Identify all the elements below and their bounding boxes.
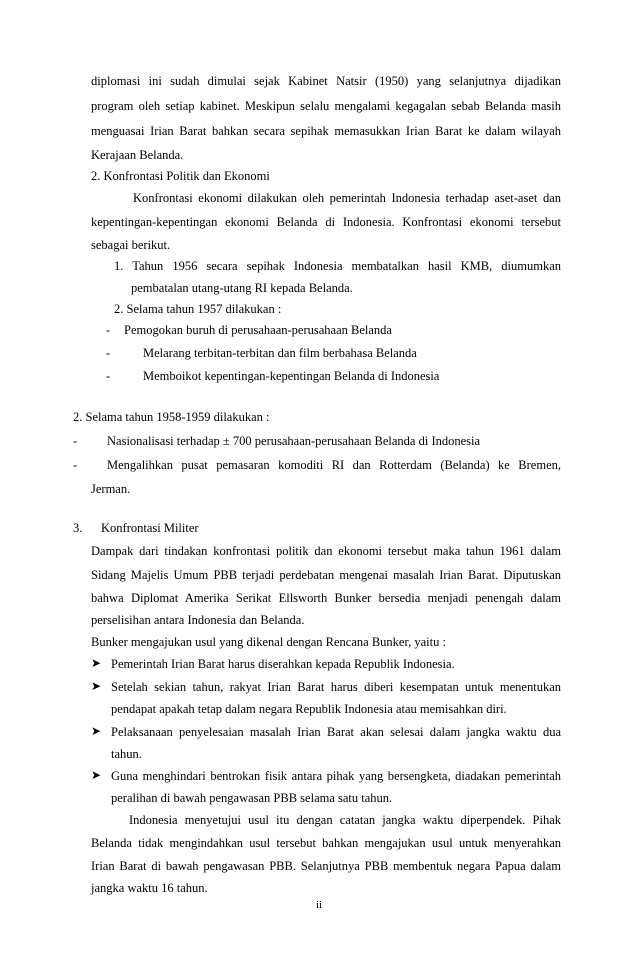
text-line: Jerman. <box>91 482 131 496</box>
arrow-bullet-icon: ➤ <box>91 768 102 782</box>
list-item: Melarang terbitan-terbitan dan film berbahasa Belanda <box>143 346 417 360</box>
dash-marker: - <box>73 458 78 472</box>
text-line: Bunker mengajukan usul yang dikenal dengan Rencana Bunker, yaitu : <box>91 635 446 649</box>
text-line: menguasai Irian Barat bahkan secara sepihak memasukkan Irian Barat ke dalam wilayah <box>91 124 561 138</box>
text-line: kepentingan-kepentingan ekonomi Belanda di Indonesia. Konfrontasi ekonomi tersebut <box>91 215 561 229</box>
text-line: program oleh setiap kabinet. Meskipun selalu mengalami kegagalan sebab Belanda masih <box>91 99 561 113</box>
text-line: peralihan di bawah pengawasan PBB selama satu tahun. <box>111 791 393 805</box>
text-line: Kerajaan Belanda. <box>91 148 184 162</box>
list-item: 2. Selama tahun 1957 dilakukan : <box>114 302 282 316</box>
text-line: pembatalan utang-utang RI kepada Belanda. <box>131 281 353 295</box>
dash-marker: - <box>106 346 111 360</box>
list-item: 1. Tahun 1956 secara sepihak Indonesia membatalkan hasil KMB, diumumkan <box>114 259 561 273</box>
arrow-bullet-icon: ➤ <box>91 656 102 670</box>
list-item: Pemerintah Irian Barat harus diserahkan kepada Republik Indonesia. <box>111 657 455 671</box>
text-line: sebagai berikut. <box>91 238 171 252</box>
text-line: tahun. <box>111 747 142 761</box>
list-item: Guna menghindari bentrokan fisik antara pihak yang bersengketa, diadakan pemerintah <box>111 769 561 783</box>
page-number: ii <box>315 899 323 911</box>
dash-marker: - <box>73 434 78 448</box>
list-item: Nasionalisasi terhadap ± 700 perusahaan-perusahaan Belanda di Indonesia <box>107 434 481 448</box>
list-item: Pemogokan buruh di perusahaan-perusahaan Belanda <box>124 323 392 337</box>
section-number: 3. <box>73 521 83 535</box>
text-line: Sidang Majelis Umum PBB terjadi perdebatan mengenai masalah Irian Barat. Diputuskan <box>91 568 561 582</box>
text-line: jangka waktu 16 tahun. <box>91 881 208 895</box>
text-line: Irian Barat di bawah pengawasan PBB. Selanjutnya PBB membentuk negara Papua dalam <box>91 859 561 873</box>
text-line: diplomasi ini sudah dimulai sejak Kabinet Natsir (1950) yang selanjutnya dijadikan <box>91 74 561 88</box>
text-line: Dampak dari tindakan konfrontasi politik dan ekonomi tersebut maka tahun 1961 dalam <box>91 544 561 558</box>
section-heading: Konfrontasi Militer <box>101 521 199 535</box>
dash-marker: - <box>106 323 111 337</box>
list-item: Pelaksanaan penyelesaian masalah Irian Barat akan selesai dalam jangka waktu dua <box>111 725 561 739</box>
text-line: pendapat apakah tetap dalam negara Republik Indonesia atau memisahkan diri. <box>111 702 507 716</box>
text-line: bahwa Diplomat Amerika Serikat Ellsworth Bunker bersedia menjadi penengah dalam <box>91 591 561 605</box>
list-item: Setelah sekian tahun, rakyat Irian Barat harus diberi kesempatan untuk menentukan <box>111 680 561 694</box>
text-line: Konfrontasi ekonomi dilakukan oleh pemerintah Indonesia terhadap aset-aset dan <box>133 191 561 205</box>
section-heading: 2. Selama tahun 1958-1959 dilakukan : <box>73 410 270 424</box>
dash-marker: - <box>106 369 111 383</box>
text-line: Indonesia menyetujui usul itu dengan catatan jangka waktu diperpendek. Pihak <box>129 813 561 827</box>
arrow-bullet-icon: ➤ <box>91 679 102 693</box>
text-line: Belanda tidak mengindahkan usul tersebut bahkan mengajukan usul untuk menyerahkan <box>91 836 561 850</box>
list-item: Memboikot kepentingan-kepentingan Belanda di Indonesia <box>143 369 440 383</box>
section-heading: 2. Konfrontasi Politik dan Ekonomi <box>91 169 270 183</box>
list-item: Mengalihkan pusat pemasaran komoditi RI dan Rotterdam (Belanda) ke Bremen, <box>107 458 561 472</box>
text-line: perselisihan antara Indonesia dan Belanda. <box>91 613 305 627</box>
arrow-bullet-icon: ➤ <box>91 724 102 738</box>
